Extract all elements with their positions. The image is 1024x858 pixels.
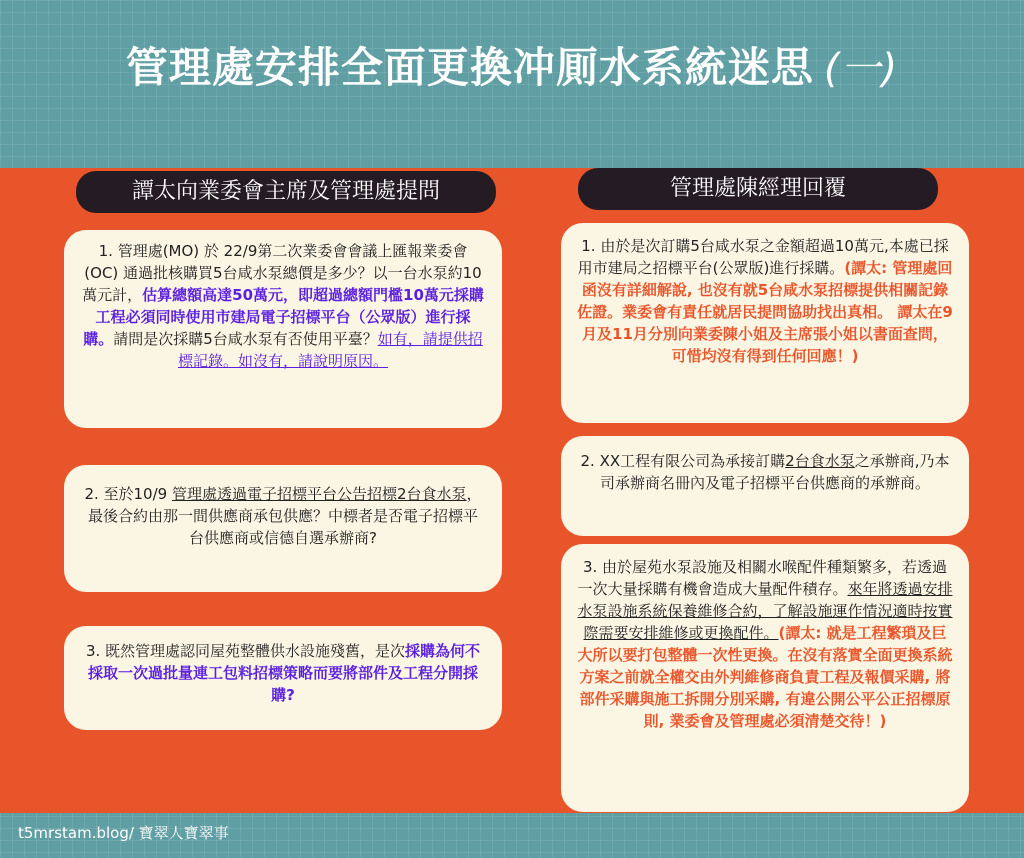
page-title (0, 38, 1024, 99)
question-2-underlined: 管理處透過電子招標平台公告招標2台食水泵 (171, 485, 467, 503)
title-main: 管理處安排全面更換冲厠水系統迷思 (125, 43, 814, 92)
question-1-ask: 請問是次採購5台咸水泵有否使用平臺？ (113, 330, 378, 348)
question-1-highlight: 估算總額高達50萬元，即超過總額門檻10萬元採購工程必須同時使用市建局電子招標平台（公眾版）進行採購。 (83, 286, 484, 348)
reply-card-2 (561, 436, 969, 536)
left-column-heading: 譚太向業委會主席及管理處提問 (76, 171, 496, 213)
reply-2-underlined: 2台食水泵 (785, 452, 855, 470)
reply-2-rest: 之承辦商,乃本司承辦商名冊內及電子招標平台供應商的承辦商。 (599, 452, 950, 492)
reply-card-1 (561, 223, 969, 423)
question-card-1 (64, 230, 502, 428)
footer-credit: t5mrstam.blog/ 寶翠人寶翠事 (18, 824, 229, 842)
question-2-ask: ，最後合約由那一間供應商承包供應？中標者是否電子招標平台供應商或信德自選承辦商? (87, 485, 482, 547)
reply-2-intro: 2. XX工程有限公司為承接訂購 (580, 452, 786, 470)
reply-1-intro: 1. 由於是次訂購5台咸水泵之金額超過10萬元,本處已採用市建局之招標平台(公眾版)進行採購。 (577, 237, 949, 277)
question-card-2 (64, 465, 502, 592)
title-suffix: (一) (823, 46, 899, 92)
reply-3-comment: (譚太: 就是工程繁瑣及巨大所以要打包整體一次性更換。在沒有落實全面更換系統方案之前就全權交由外判維修商負責工程及報價采購, 將部件采購與施工拆開分別采購, 有違公開公平公正招標原則, 業委會及管理處必須清楚交待！) (577, 624, 953, 730)
reply-3-underlined: 來年將透過安排水泵設施系統保養維修合約，了解設施運作情況適時按實際需要安排維修或更換配件。 (577, 580, 953, 642)
question-3-intro: 3. 既然管理處認同屋苑整體供水設施殘舊，是次 (85, 642, 406, 660)
right-column-heading: 管理處陳經理回覆 (578, 168, 938, 210)
question-3-highlight: 採購為何不採取一次過批量連工包料招標策略而要將部件及工程分開採購? (87, 642, 481, 704)
reply-3-intro: 3. 由於屋苑水泵設施及相關水喉配件種類繁多，若透過一次大量採購有機會造成大量配件積存。 (577, 558, 948, 598)
question-1-request: 如有，請提供招標記錄。如沒有，請說明原因。 (177, 330, 483, 370)
question-card-3 (64, 626, 502, 730)
question-1-intro: 1. 管理處(MO) 於 22/9第二次業委會會議上匯報業委會 (OC) 通過批核購買5台咸水泵總價是多少？以一台水泵約10萬元計， (82, 242, 482, 304)
reply-card-3 (561, 544, 969, 812)
reply-1-comment: (譚太: 管理處回函沒有詳細解說, 也沒有就5台咸水泵招標提供相關記錄佐證。業委會有責任就居民提問協助找出真相。 譚太在9月及11月分別向業委陳小姐及主席張小姐以書面查問，可惜均沒有得到任何回應！) (577, 259, 953, 365)
question-2-intro: 2. 至於10/9 (84, 485, 172, 503)
